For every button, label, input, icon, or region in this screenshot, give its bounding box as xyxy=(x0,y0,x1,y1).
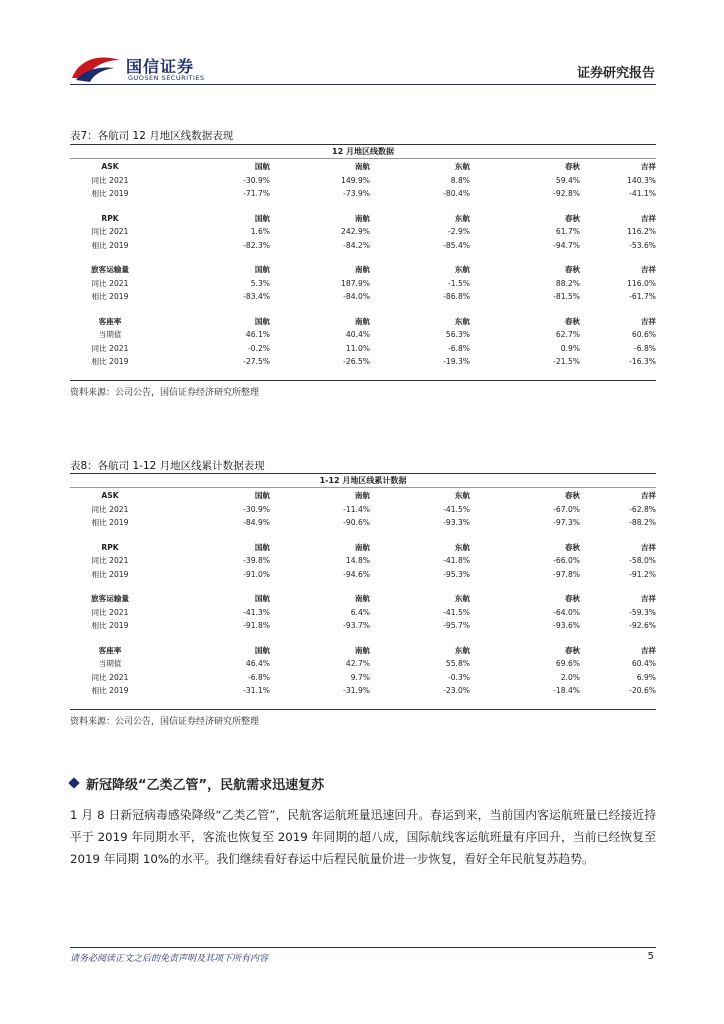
airline-header: 东航 xyxy=(454,645,470,655)
airline-header: 吉祥 xyxy=(640,491,656,501)
airline-header: 南航 xyxy=(354,162,370,172)
airline-header: 国航 xyxy=(254,645,270,655)
table-cell: -97.8% xyxy=(553,569,580,579)
table-row xyxy=(70,277,656,291)
table8-caption: 表8：各航司 1-12 月地区线累计数据表现 xyxy=(70,460,265,472)
table-cell: 59.4% xyxy=(555,175,580,185)
table-cell: -2.9% xyxy=(447,227,470,237)
table-cell: -62.8% xyxy=(629,504,656,514)
table-cell: -11.4% xyxy=(343,504,370,514)
table-cell: -90.6% xyxy=(343,518,370,528)
table-row xyxy=(70,671,656,685)
group-spacer xyxy=(70,252,656,263)
table-group-header xyxy=(70,263,656,277)
table-cell: -64.0% xyxy=(553,607,580,617)
table-cell: -93.6% xyxy=(553,621,580,631)
row-label: 相比 2019 xyxy=(91,357,129,367)
table-cell: -92.6% xyxy=(629,621,656,631)
table-cell: -91.0% xyxy=(243,569,270,579)
airline-header: 东航 xyxy=(454,594,470,604)
table-cell: 8.8% xyxy=(450,175,470,185)
table-cell: -58.0% xyxy=(629,556,656,566)
table-cell: 46.4% xyxy=(245,659,270,669)
airline-header: 南航 xyxy=(354,542,370,552)
table-cell: -31.1% xyxy=(243,686,270,696)
table-row xyxy=(70,619,656,633)
table-row xyxy=(70,328,656,342)
row-label: 相比 2019 xyxy=(91,189,129,199)
table-cell: 242.9% xyxy=(341,227,370,237)
table-cell: -83.4% xyxy=(243,292,270,302)
table-cell: -41.5% xyxy=(443,607,470,617)
table8-bottom-rule xyxy=(70,709,656,710)
table-group-header xyxy=(70,160,656,174)
table8-title: 1-12 月地区线累计数据 xyxy=(319,476,407,485)
airline-header: 东航 xyxy=(454,491,470,501)
airline-header: 吉祥 xyxy=(640,645,656,655)
table-group-header xyxy=(70,644,656,658)
table-row xyxy=(70,606,656,620)
airline-header: 吉祥 xyxy=(640,265,656,275)
table-cell: -66.0% xyxy=(553,556,580,566)
table-cell: 62.7% xyxy=(555,330,580,340)
table-cell: -61.7% xyxy=(629,292,656,302)
logo-chinese-name: 国信证券 xyxy=(126,57,195,76)
group-spacer xyxy=(70,530,656,541)
row-label: 同比 2021 xyxy=(91,278,129,288)
header-divider xyxy=(70,84,656,85)
table-cell: -82.3% xyxy=(243,240,270,250)
row-label: 同比 2021 xyxy=(91,227,129,237)
table-cell: 116.0% xyxy=(627,278,656,288)
table-row xyxy=(70,342,656,356)
table-cell: -41.1% xyxy=(629,189,656,199)
table-cell: -21.5% xyxy=(553,357,580,367)
table-row xyxy=(70,355,656,369)
table-cell: 60.6% xyxy=(631,330,656,340)
table-cell: 88.2% xyxy=(555,278,580,288)
table-cell: -41.5% xyxy=(443,504,470,514)
table-row xyxy=(70,568,656,582)
logo-english-name: GUOSEN SECURITIES xyxy=(128,74,205,82)
group-spacer xyxy=(70,304,656,315)
airline-header: 吉祥 xyxy=(640,213,656,223)
airline-header: 东航 xyxy=(454,316,470,326)
airline-header: 南航 xyxy=(354,213,370,223)
table-cell: -18.4% xyxy=(553,686,580,696)
table7-bottom-rule xyxy=(70,380,656,381)
airline-header: 国航 xyxy=(254,162,270,172)
table-group-header xyxy=(70,212,656,226)
table-cell: -41.8% xyxy=(443,556,470,566)
airline-header: 南航 xyxy=(354,594,370,604)
airline-header: 国航 xyxy=(254,265,270,275)
table-group-header xyxy=(70,541,656,555)
table-group-header xyxy=(70,592,656,606)
table-cell: 11.0% xyxy=(345,343,370,353)
table-row xyxy=(70,225,656,239)
table-cell: -93.3% xyxy=(443,518,470,528)
table-cell: -94.6% xyxy=(343,569,370,579)
table-cell: -30.9% xyxy=(243,175,270,185)
table-cell: -6.8% xyxy=(247,672,270,682)
airline-header: 吉祥 xyxy=(640,594,656,604)
airline-header: 春秋 xyxy=(564,542,580,552)
table-cell: 56.3% xyxy=(445,330,470,340)
table-cell: 0.9% xyxy=(560,343,580,353)
metric-label: 旅客运输量 xyxy=(91,265,129,275)
metric-label: 客座率 xyxy=(98,316,122,326)
table-cell: 55.8% xyxy=(445,659,470,669)
metric-label: ASK xyxy=(101,491,119,501)
table-cell: 116.2% xyxy=(627,227,656,237)
table8-source: 资料来源：公司公告，国信证券经济研究所整理 xyxy=(70,717,260,727)
airline-header: 东航 xyxy=(454,542,470,552)
airline-header: 吉祥 xyxy=(640,316,656,326)
table-row xyxy=(70,290,656,304)
airline-header: 春秋 xyxy=(564,316,580,326)
row-label: 同比 2021 xyxy=(91,556,129,566)
table-cell: -95.3% xyxy=(443,569,470,579)
row-label: 相比 2019 xyxy=(91,240,129,250)
airline-header: 国航 xyxy=(254,542,270,552)
table-cell: -80.4% xyxy=(443,189,470,199)
table-row xyxy=(70,239,656,253)
metric-label: 客座率 xyxy=(98,645,122,655)
metric-label: RPK xyxy=(101,542,119,552)
table-cell: -95.7% xyxy=(443,621,470,631)
table7-title: 12 月地区线数据 xyxy=(332,147,394,156)
table-cell: -19.3% xyxy=(443,357,470,367)
table-cell: -20.6% xyxy=(629,686,656,696)
table-cell: 14.8% xyxy=(345,556,370,566)
table-row xyxy=(70,657,656,671)
body-paragraph: 1 月 8 日新冠病毒感染降级“乙类乙管”，民航客运航班量迅速回升。春运到来，当前国内客运航班量已经接近持平于 2019 年同期水平，客流也恢复至 2019 年同期的超八成，国际航线客运航班量有序回升，当前已经恢复至 2019 年同期 10%的水平。我们继续看好春运中后程民航量价进一步恢复，看好全年民航复苏趋势。 xyxy=(70,808,656,866)
airline-header: 春秋 xyxy=(564,162,580,172)
diamond-bullet-icon xyxy=(68,777,79,788)
airline-header: 南航 xyxy=(354,265,370,275)
table-cell: -59.3% xyxy=(629,607,656,617)
row-label: 相比 2019 xyxy=(91,621,129,631)
table-cell: 2.0% xyxy=(560,672,580,682)
footer-disclaimer: 请务必阅读正文之后的免责声明及其项下所有内容 xyxy=(70,954,269,964)
airline-header: 南航 xyxy=(354,645,370,655)
table-cell: -86.8% xyxy=(443,292,470,302)
table-cell: 61.7% xyxy=(555,227,580,237)
table-row xyxy=(70,174,656,188)
row-label: 相比 2019 xyxy=(91,686,129,696)
group-spacer xyxy=(70,633,656,644)
table-cell: -23.0% xyxy=(443,686,470,696)
row-label: 相比 2019 xyxy=(91,292,129,302)
row-label: 相比 2019 xyxy=(91,518,129,528)
table-cell: -73.9% xyxy=(343,189,370,199)
table-cell: 69.6% xyxy=(555,659,580,669)
table-row xyxy=(70,503,656,517)
section-heading xyxy=(70,774,324,793)
airline-header: 东航 xyxy=(454,213,470,223)
table7 xyxy=(70,160,656,369)
table-cell: -0.2% xyxy=(247,343,270,353)
airline-header: 东航 xyxy=(454,265,470,275)
table-cell: -16.3% xyxy=(629,357,656,367)
table-group-header xyxy=(70,489,656,503)
airline-header: 南航 xyxy=(354,491,370,501)
airline-header: 国航 xyxy=(254,213,270,223)
table-cell: -6.8% xyxy=(447,343,470,353)
table-cell: 60.4% xyxy=(631,659,656,669)
group-spacer xyxy=(70,581,656,592)
airline-header: 春秋 xyxy=(564,594,580,604)
table-cell: 187.9% xyxy=(341,278,370,288)
metric-label: RPK xyxy=(101,213,119,223)
airline-header: 春秋 xyxy=(564,645,580,655)
table-cell: -91.8% xyxy=(243,621,270,631)
table-cell: -84.0% xyxy=(343,292,370,302)
table8 xyxy=(70,489,656,698)
table-cell: -97.3% xyxy=(553,518,580,528)
table-cell: -92.8% xyxy=(553,189,580,199)
table-cell: -39.8% xyxy=(243,556,270,566)
table-cell: -84.2% xyxy=(343,240,370,250)
table-cell: 40.4% xyxy=(345,330,370,340)
report-type-label: 证券研究报告 xyxy=(576,66,655,81)
table-cell: -88.2% xyxy=(629,518,656,528)
row-label: 同比 2021 xyxy=(91,343,129,353)
table-cell: -93.7% xyxy=(343,621,370,631)
table-cell: 46.1% xyxy=(245,330,270,340)
table-cell: -85.4% xyxy=(443,240,470,250)
table-row xyxy=(70,684,656,698)
table-cell: -1.5% xyxy=(447,278,470,288)
metric-label: ASK xyxy=(101,162,119,172)
row-label: 相比 2019 xyxy=(91,569,129,579)
table7-top-rule xyxy=(70,144,656,145)
table-cell: -41.3% xyxy=(243,607,270,617)
table-cell: -27.5% xyxy=(243,357,270,367)
table-cell: -71.7% xyxy=(243,189,270,199)
table-cell: -26.5% xyxy=(343,357,370,367)
table-cell: 149.9% xyxy=(341,175,370,185)
table-cell: 140.3% xyxy=(627,175,656,185)
table8-top-rule xyxy=(70,473,656,474)
table-cell: 1.6% xyxy=(250,227,270,237)
table-cell: -67.0% xyxy=(553,504,580,514)
table-cell: 6.9% xyxy=(636,672,656,682)
footer-divider xyxy=(70,947,656,948)
metric-label: 旅客运输量 xyxy=(91,594,129,604)
page-number: 5 xyxy=(647,951,654,962)
airline-header: 吉祥 xyxy=(640,162,656,172)
airline-header: 春秋 xyxy=(564,265,580,275)
row-label: 同比 2021 xyxy=(91,672,129,682)
section-heading-text: 新冠降级“乙类乙管”，民航需求迅速复苏 xyxy=(86,778,325,793)
table-cell: -84.9% xyxy=(243,518,270,528)
table-cell: 6.4% xyxy=(350,607,370,617)
airline-header: 东航 xyxy=(454,162,470,172)
table-row xyxy=(70,187,656,201)
table-cell: -53.6% xyxy=(629,240,656,250)
table7-caption: 表7：各航司 12 月地区线数据表现 xyxy=(70,130,234,142)
airline-header: 国航 xyxy=(254,594,270,604)
table-group-header xyxy=(70,315,656,329)
row-label: 当期值 xyxy=(98,330,122,340)
airline-header: 春秋 xyxy=(564,213,580,223)
table-row xyxy=(70,516,656,530)
table-cell: 5.3% xyxy=(250,278,270,288)
table-cell: -81.5% xyxy=(553,292,580,302)
airline-header: 南航 xyxy=(354,316,370,326)
airline-header: 国航 xyxy=(254,491,270,501)
row-label: 当期值 xyxy=(98,659,122,669)
table-cell: -94.7% xyxy=(553,240,580,250)
airline-header: 春秋 xyxy=(564,491,580,501)
table-cell: -30.9% xyxy=(243,504,270,514)
table-cell: -31.9% xyxy=(343,686,370,696)
table-row xyxy=(70,554,656,568)
table-cell: -0.3% xyxy=(447,672,470,682)
airline-header: 国航 xyxy=(254,316,270,326)
row-label: 同比 2021 xyxy=(91,607,129,617)
row-label: 同比 2021 xyxy=(91,504,129,514)
table-cell: -91.2% xyxy=(629,569,656,579)
table8-header-rule xyxy=(70,487,656,488)
guosen-logo-icon xyxy=(70,52,122,84)
table7-header-rule xyxy=(70,158,656,159)
group-spacer xyxy=(70,201,656,212)
row-label: 同比 2021 xyxy=(91,175,129,185)
table7-source: 资料来源：公司公告，国信证券经济研究所整理 xyxy=(70,388,260,398)
page-header xyxy=(70,48,655,88)
table-cell: 9.7% xyxy=(350,672,370,682)
table-cell: 42.7% xyxy=(345,659,370,669)
table-cell: -6.8% xyxy=(633,343,656,353)
airline-header: 吉祥 xyxy=(640,542,656,552)
